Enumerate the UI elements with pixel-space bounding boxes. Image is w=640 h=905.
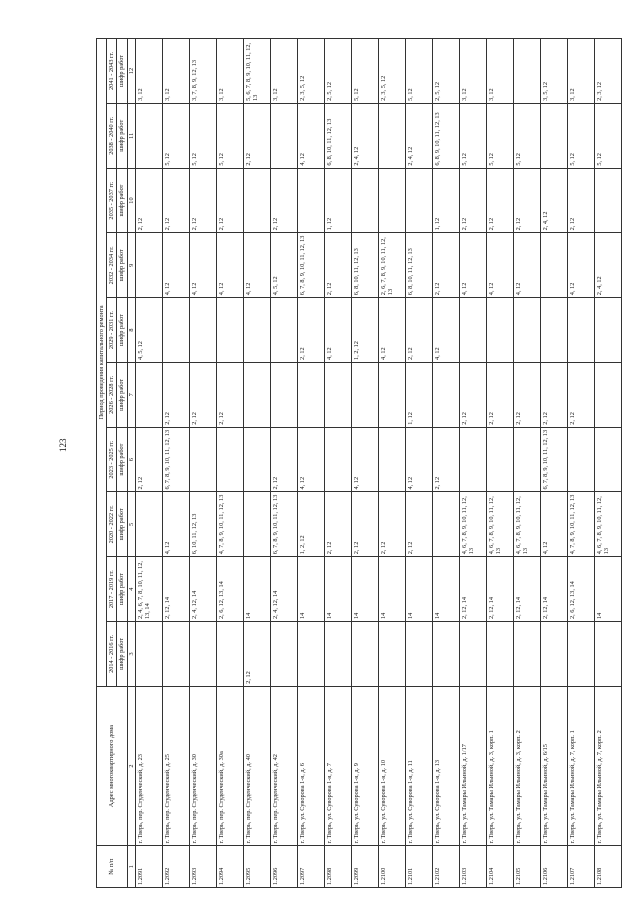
work-code-cell: 2, 12 bbox=[324, 492, 351, 557]
table-row bbox=[432, 39, 459, 888]
header-no: № п/п bbox=[97, 846, 128, 888]
work-code-cell: 1, 12 bbox=[432, 168, 459, 233]
work-code-cell: 2, 12 bbox=[567, 168, 594, 233]
work-code-cell: 4, 12 bbox=[297, 427, 324, 492]
address-cell: г. Тверь, пер. Студенческий, д. 42 bbox=[270, 686, 297, 846]
header-year: 2020 - 2022 гг. bbox=[107, 492, 117, 557]
header-year: 2038 - 2040 гг. bbox=[107, 103, 117, 168]
header-year: 2035 - 2037 гг. bbox=[107, 168, 117, 233]
work-code-cell: 5, 12 bbox=[405, 39, 432, 104]
work-code-cell: 2, 5, 12 bbox=[432, 39, 459, 104]
work-code-cell bbox=[567, 298, 594, 363]
column-number: 6 bbox=[127, 427, 135, 492]
column-number: 2 bbox=[127, 686, 135, 846]
work-code-cell: 2, 12 bbox=[162, 362, 189, 427]
work-code-cell: 4, 7, 8, 9, 10, 11, 12, 13 bbox=[216, 492, 243, 557]
work-code-cell: 2, 12 bbox=[162, 168, 189, 233]
address-cell: г. Тверь, ул. Тамары Ильиной, д. 3, корп. 2 bbox=[513, 686, 540, 846]
table-row bbox=[243, 39, 270, 888]
column-number: 5 bbox=[127, 492, 135, 557]
work-code-cell: 4, 5, 12 bbox=[270, 233, 297, 298]
table-row bbox=[270, 39, 297, 888]
work-code-cell: 2, 12 bbox=[459, 362, 486, 427]
work-code-cell: 4, 12 bbox=[540, 492, 567, 557]
work-code-cell bbox=[513, 298, 540, 363]
header-row-period bbox=[97, 39, 107, 888]
work-code-cell: 6, 8, 10, 11, 12, 13 bbox=[351, 233, 378, 298]
work-code-cell: 5, 12 bbox=[216, 103, 243, 168]
table-row bbox=[459, 39, 486, 888]
work-code-cell: 4, 12 bbox=[459, 233, 486, 298]
work-code-cell: 2, 12 bbox=[189, 362, 216, 427]
work-code-cell bbox=[405, 168, 432, 233]
work-code-cell bbox=[594, 168, 621, 233]
work-code-cell bbox=[432, 622, 459, 687]
work-code-cell: 4, 6, 7, 8, 9, 10, 11, 12, 13 bbox=[459, 492, 486, 557]
column-number: 3 bbox=[127, 622, 135, 687]
work-code-cell: 2, 12 bbox=[513, 168, 540, 233]
column-number: 7 bbox=[127, 362, 135, 427]
work-code-cell: 1, 12 bbox=[405, 362, 432, 427]
row-number: 1.2106 bbox=[540, 846, 567, 888]
work-code-cell: 5, 12 bbox=[459, 103, 486, 168]
row-number: 1.2095 bbox=[243, 846, 270, 888]
work-code-cell bbox=[243, 362, 270, 427]
work-code-cell bbox=[459, 298, 486, 363]
work-code-cell: 2, 6, 7, 8, 9, 10, 11, 12, 13 bbox=[378, 233, 405, 298]
work-code-cell bbox=[216, 298, 243, 363]
work-code-cell: 2, 4, 12 bbox=[540, 168, 567, 233]
work-code-cell bbox=[297, 168, 324, 233]
work-code-cell: 3, 12 bbox=[162, 39, 189, 104]
work-code-cell: 2, 12 bbox=[486, 362, 513, 427]
header-code: шифр работ bbox=[117, 168, 127, 233]
work-code-cell bbox=[216, 427, 243, 492]
table-row bbox=[378, 39, 405, 888]
work-code-cell: 4, 5, 12 bbox=[135, 298, 162, 363]
work-code-cell bbox=[324, 427, 351, 492]
work-code-cell: 14 bbox=[378, 557, 405, 622]
address-cell: г. Тверь, ул. Суворова 1-я, д. 10 bbox=[378, 686, 405, 846]
work-code-cell: 2, 5, 12 bbox=[324, 39, 351, 104]
work-code-cell bbox=[351, 362, 378, 427]
work-code-cell: 14 bbox=[405, 557, 432, 622]
work-code-cell: 2, 12 bbox=[405, 298, 432, 363]
header-code: шифр работ bbox=[117, 427, 127, 492]
work-code-cell bbox=[378, 362, 405, 427]
column-number: 11 bbox=[127, 103, 135, 168]
column-number: 10 bbox=[127, 168, 135, 233]
work-code-cell bbox=[162, 622, 189, 687]
table-row bbox=[324, 39, 351, 888]
column-number: 1 bbox=[127, 846, 135, 888]
work-code-cell: 3, 12 bbox=[486, 39, 513, 104]
work-code-cell bbox=[459, 622, 486, 687]
work-code-cell bbox=[351, 622, 378, 687]
work-code-cell: 5, 12 bbox=[486, 103, 513, 168]
work-code-cell bbox=[513, 39, 540, 104]
work-code-cell: 5, 12 bbox=[567, 103, 594, 168]
work-code-cell: 5, 12 bbox=[189, 103, 216, 168]
work-code-cell: 4, 6, 7, 8, 9, 10, 11, 12, 13 bbox=[486, 492, 513, 557]
work-code-cell: 4, 12 bbox=[378, 298, 405, 363]
row-number: 1.2108 bbox=[594, 846, 621, 888]
work-code-cell: 4, 12 bbox=[189, 233, 216, 298]
work-code-cell: 6, 8, 10, 11, 12, 13 bbox=[405, 233, 432, 298]
work-code-cell: 2, 12 bbox=[216, 362, 243, 427]
work-code-cell bbox=[594, 427, 621, 492]
address-cell: г. Тверь, пер. Студенческий, д. 40 bbox=[243, 686, 270, 846]
work-code-cell bbox=[540, 103, 567, 168]
work-code-cell bbox=[270, 622, 297, 687]
work-code-cell: 2, 12, 14 bbox=[162, 557, 189, 622]
row-number: 1.2092 bbox=[162, 846, 189, 888]
header-year: 2029 - 2031 гг. bbox=[107, 298, 117, 363]
table-row bbox=[486, 39, 513, 888]
work-code-cell: 2, 4, 12 bbox=[405, 103, 432, 168]
work-code-cell: 1, 2, 12 bbox=[351, 298, 378, 363]
work-code-cell: 2, 12, 14 bbox=[513, 557, 540, 622]
header-code: шифр работ bbox=[117, 298, 127, 363]
work-code-cell: 2, 12 bbox=[297, 298, 324, 363]
header-code: шифр работ bbox=[117, 362, 127, 427]
address-cell: г. Тверь, пер. Студенческий, д. 30 bbox=[189, 686, 216, 846]
header-period: Период проведения капитального ремонта bbox=[97, 39, 107, 687]
work-code-cell: 2, 4, 12, 14 bbox=[270, 557, 297, 622]
row-number: 1.2104 bbox=[486, 846, 513, 888]
address-cell: г. Тверь, ул. Суворова 1-я, д. 7 bbox=[324, 686, 351, 846]
work-code-cell bbox=[378, 622, 405, 687]
work-code-cell: 2, 12 bbox=[216, 168, 243, 233]
work-code-cell bbox=[378, 168, 405, 233]
work-code-cell bbox=[324, 362, 351, 427]
table-row bbox=[189, 39, 216, 888]
work-code-cell: 2, 4, 12 bbox=[351, 103, 378, 168]
work-code-cell: 3, 12 bbox=[135, 39, 162, 104]
work-code-cell: 2, 12 bbox=[243, 103, 270, 168]
column-number: 12 bbox=[127, 39, 135, 104]
table-row bbox=[216, 39, 243, 888]
row-number: 1.2096 bbox=[270, 846, 297, 888]
work-code-cell: 2, 12 bbox=[540, 362, 567, 427]
work-code-cell: 2, 6, 12, 13, 14 bbox=[567, 557, 594, 622]
header-year: 2023 - 2025 гг. bbox=[107, 427, 117, 492]
header-year: 2017 - 2019 гг. bbox=[107, 557, 117, 622]
table-row bbox=[135, 39, 162, 888]
work-code-cell: 2, 3, 5, 12 bbox=[297, 39, 324, 104]
work-code-cell: 6, 7, 8, 9, 10, 11, 12, 13 bbox=[297, 233, 324, 298]
work-code-cell: 5, 12 bbox=[162, 103, 189, 168]
work-code-cell bbox=[486, 427, 513, 492]
work-code-cell bbox=[270, 362, 297, 427]
work-code-cell: 6, 8, 10, 11, 12, 13 bbox=[324, 103, 351, 168]
table-row bbox=[405, 39, 432, 888]
work-code-cell: 3, 12 bbox=[459, 39, 486, 104]
column-number: 8 bbox=[127, 298, 135, 363]
work-code-cell: 2, 4, 6, 7, 8, 10, 11, 12, 13, 14 bbox=[135, 557, 162, 622]
row-number: 1.2101 bbox=[405, 846, 432, 888]
work-code-cell bbox=[135, 492, 162, 557]
page-number: 123 bbox=[58, 438, 68, 452]
work-code-cell: 2, 12 bbox=[459, 168, 486, 233]
column-number: 9 bbox=[127, 233, 135, 298]
work-code-cell: 3, 12 bbox=[270, 39, 297, 104]
address-cell: г. Тверь, ул. Суворова 1-я, д. 6 bbox=[297, 686, 324, 846]
work-code-cell: 2, 12, 14 bbox=[540, 557, 567, 622]
work-code-cell bbox=[594, 622, 621, 687]
work-code-cell: 2, 12 bbox=[270, 168, 297, 233]
address-cell: г. Тверь, пер. Студенческий, д. 30а bbox=[216, 686, 243, 846]
work-code-cell bbox=[243, 168, 270, 233]
address-cell: г. Тверь, ул. Суворова 1-я, д. 11 bbox=[405, 686, 432, 846]
work-code-cell: 2, 12, 14 bbox=[459, 557, 486, 622]
work-code-cell: 4, 12 bbox=[513, 233, 540, 298]
header-year: 2014 - 2016 гг. bbox=[107, 622, 117, 687]
work-code-cell: 2, 3, 5, 12 bbox=[378, 39, 405, 104]
work-code-cell: 4, 12 bbox=[162, 233, 189, 298]
address-cell: г. Тверь, ул. Суворова 1-я, д. 13 bbox=[432, 686, 459, 846]
work-code-cell bbox=[189, 427, 216, 492]
work-code-cell bbox=[270, 298, 297, 363]
work-code-cell: 5, 12 bbox=[594, 103, 621, 168]
header-code: шифр работ bbox=[117, 103, 127, 168]
work-code-cell: 5, 12 bbox=[513, 103, 540, 168]
work-code-cell bbox=[270, 103, 297, 168]
work-code-cell: 2, 12 bbox=[513, 362, 540, 427]
header-code: шифр работ bbox=[117, 233, 127, 298]
row-number: 1.2099 bbox=[351, 846, 378, 888]
work-code-cell: 1, 12 bbox=[324, 168, 351, 233]
address-cell: г. Тверь, ул. Тамары Ильиной, д. 6/15 bbox=[540, 686, 567, 846]
address-cell: г. Тверь, ул. Тамары Ильиной, д. 1/17 bbox=[459, 686, 486, 846]
table-row bbox=[567, 39, 594, 888]
work-code-cell: 5, 6, 7, 8, 9, 10, 11, 12, 13 bbox=[243, 39, 270, 104]
row-number: 1.2102 bbox=[432, 846, 459, 888]
address-cell: г. Тверь, пер. Студенческий, д. 23 bbox=[135, 686, 162, 846]
header-year: 2041 - 2043 гг. bbox=[107, 39, 117, 104]
work-code-cell: 4, 12 bbox=[486, 233, 513, 298]
row-number: 1.2100 bbox=[378, 846, 405, 888]
table-row bbox=[162, 39, 189, 888]
work-code-cell bbox=[243, 298, 270, 363]
work-code-cell bbox=[432, 362, 459, 427]
work-code-cell: 14 bbox=[351, 557, 378, 622]
work-code-cell: 2, 3, 12 bbox=[594, 39, 621, 104]
work-code-cell: 4, 12 bbox=[405, 427, 432, 492]
header-code: шифр работ bbox=[117, 492, 127, 557]
work-code-cell: 2, 6, 12, 13, 14 bbox=[216, 557, 243, 622]
work-code-cell bbox=[135, 362, 162, 427]
work-code-cell: 14 bbox=[594, 557, 621, 622]
header-code: шифр работ bbox=[117, 39, 127, 104]
work-code-cell bbox=[243, 492, 270, 557]
work-code-cell: 2, 12 bbox=[486, 168, 513, 233]
table-row bbox=[351, 39, 378, 888]
work-code-cell bbox=[513, 622, 540, 687]
work-code-cell bbox=[432, 492, 459, 557]
address-cell: г. Тверь, ул. Тамары Ильиной, д. 7, корп. 2 bbox=[594, 686, 621, 846]
work-code-cell: 6, 7, 8, 9, 10, 11, 12, 13 bbox=[270, 492, 297, 557]
work-code-cell: 2, 12 bbox=[405, 492, 432, 557]
row-number: 1.2107 bbox=[567, 846, 594, 888]
header-code: шифр работ bbox=[117, 557, 127, 622]
work-code-cell: 4, 12 bbox=[432, 298, 459, 363]
work-code-cell bbox=[540, 622, 567, 687]
work-code-cell bbox=[459, 427, 486, 492]
work-code-cell: 4, 12 bbox=[351, 427, 378, 492]
address-cell: г. Тверь, пер. Студенческий, д. 25 bbox=[162, 686, 189, 846]
address-cell: г. Тверь, ул. Суворова 1-я, д. 9 bbox=[351, 686, 378, 846]
work-code-cell bbox=[189, 622, 216, 687]
work-code-cell: 5, 12 bbox=[351, 39, 378, 104]
work-code-cell: 3, 7, 8, 9, 12, 13 bbox=[189, 39, 216, 104]
work-code-cell: 14 bbox=[297, 557, 324, 622]
work-code-cell bbox=[324, 622, 351, 687]
work-code-cell: 4, 7, 8, 9, 10, 11, 12, 13 bbox=[567, 492, 594, 557]
work-code-cell: 4, 12 bbox=[567, 233, 594, 298]
table-row bbox=[297, 39, 324, 888]
work-code-cell: 2, 12 bbox=[432, 233, 459, 298]
work-code-cell: 4, 12 bbox=[297, 103, 324, 168]
work-code-cell bbox=[594, 362, 621, 427]
work-code-cell: 3, 12 bbox=[216, 39, 243, 104]
header-code: шифр работ bbox=[117, 622, 127, 687]
work-code-cell: 4, 6, 7, 8, 9, 10, 11, 12, 13 bbox=[594, 492, 621, 557]
work-code-cell: 6, 7, 8, 9, 10, 11, 12, 13 bbox=[540, 427, 567, 492]
work-code-cell: 6, 8, 9, 10, 11, 12, 13 bbox=[432, 103, 459, 168]
work-code-cell bbox=[243, 427, 270, 492]
work-code-cell bbox=[351, 168, 378, 233]
work-code-cell: 2, 12 bbox=[243, 622, 270, 687]
work-code-cell: 4, 12 bbox=[243, 233, 270, 298]
work-code-cell: 4, 12 bbox=[324, 298, 351, 363]
work-code-cell: 1, 2, 12 bbox=[297, 492, 324, 557]
work-code-cell: 2, 12 bbox=[378, 492, 405, 557]
row-number: 1.2093 bbox=[189, 846, 216, 888]
work-code-cell bbox=[135, 622, 162, 687]
work-code-cell: 4, 12 bbox=[216, 233, 243, 298]
work-code-cell: 2, 12 bbox=[567, 362, 594, 427]
work-code-cell: 14 bbox=[243, 557, 270, 622]
header-year: 2026 - 2028 гг. bbox=[107, 362, 117, 427]
table-row bbox=[513, 39, 540, 888]
work-code-cell: 2, 12 bbox=[270, 427, 297, 492]
work-code-cell: 6, 7, 8, 9, 10, 11, 12, 13 bbox=[162, 427, 189, 492]
work-code-cell: 2, 12 bbox=[432, 427, 459, 492]
row-number: 1.2105 bbox=[513, 846, 540, 888]
work-code-cell bbox=[540, 233, 567, 298]
work-code-cell bbox=[162, 298, 189, 363]
work-code-cell: 2, 12 bbox=[135, 168, 162, 233]
work-code-cell bbox=[486, 298, 513, 363]
work-code-cell bbox=[594, 298, 621, 363]
work-code-cell: 2, 4, 12 bbox=[594, 233, 621, 298]
work-code-cell: 3, 12 bbox=[567, 39, 594, 104]
work-code-cell bbox=[216, 622, 243, 687]
row-number: 1.2103 bbox=[459, 846, 486, 888]
work-code-cell: 14 bbox=[432, 557, 459, 622]
work-code-cell: 2, 12 bbox=[189, 168, 216, 233]
work-code-cell: 4, 6, 7, 8, 9, 10, 11, 12, 13 bbox=[513, 492, 540, 557]
work-code-cell: 14 bbox=[324, 557, 351, 622]
work-code-cell: 2, 12 bbox=[351, 492, 378, 557]
work-code-cell bbox=[189, 298, 216, 363]
header-address: Адрес многоквартирного дома bbox=[97, 686, 128, 846]
work-code-cell bbox=[378, 427, 405, 492]
work-code-cell: 2, 4, 12, 14 bbox=[189, 557, 216, 622]
row-number: 1.2097 bbox=[297, 846, 324, 888]
table-row bbox=[594, 39, 621, 888]
work-code-cell: 4, 12 bbox=[162, 492, 189, 557]
header-year: 2032 - 2034 гг. bbox=[107, 233, 117, 298]
work-code-cell bbox=[135, 233, 162, 298]
address-cell: г. Тверь, ул. Тамары Ильиной, д. 7, корп. 1 bbox=[567, 686, 594, 846]
row-number: 1.2098 bbox=[324, 846, 351, 888]
work-code-cell bbox=[297, 362, 324, 427]
table-row bbox=[540, 39, 567, 888]
work-code-cell: 6, 10, 11, 12, 13 bbox=[189, 492, 216, 557]
work-code-cell: 2, 12, 14 bbox=[486, 557, 513, 622]
table-body bbox=[135, 39, 621, 888]
work-code-cell bbox=[486, 622, 513, 687]
work-code-cell bbox=[567, 622, 594, 687]
work-code-cell: 2, 12 bbox=[135, 427, 162, 492]
work-code-cell bbox=[135, 103, 162, 168]
work-code-cell bbox=[378, 103, 405, 168]
row-number: 1.2091 bbox=[135, 846, 162, 888]
address-cell: г. Тверь, ул. Тамары Ильиной, д. 3, корп. 1 bbox=[486, 686, 513, 846]
work-code-cell bbox=[297, 622, 324, 687]
rotated-table-container bbox=[96, 38, 622, 888]
work-code-cell bbox=[567, 427, 594, 492]
row-number: 1.2094 bbox=[216, 846, 243, 888]
work-code-cell bbox=[540, 298, 567, 363]
repair-schedule-table bbox=[96, 38, 622, 888]
work-code-cell: 2, 12 bbox=[324, 233, 351, 298]
work-code-cell: 3, 5, 12 bbox=[540, 39, 567, 104]
work-code-cell bbox=[513, 427, 540, 492]
column-number-row bbox=[127, 39, 135, 888]
work-code-cell bbox=[405, 622, 432, 687]
column-number: 4 bbox=[127, 557, 135, 622]
